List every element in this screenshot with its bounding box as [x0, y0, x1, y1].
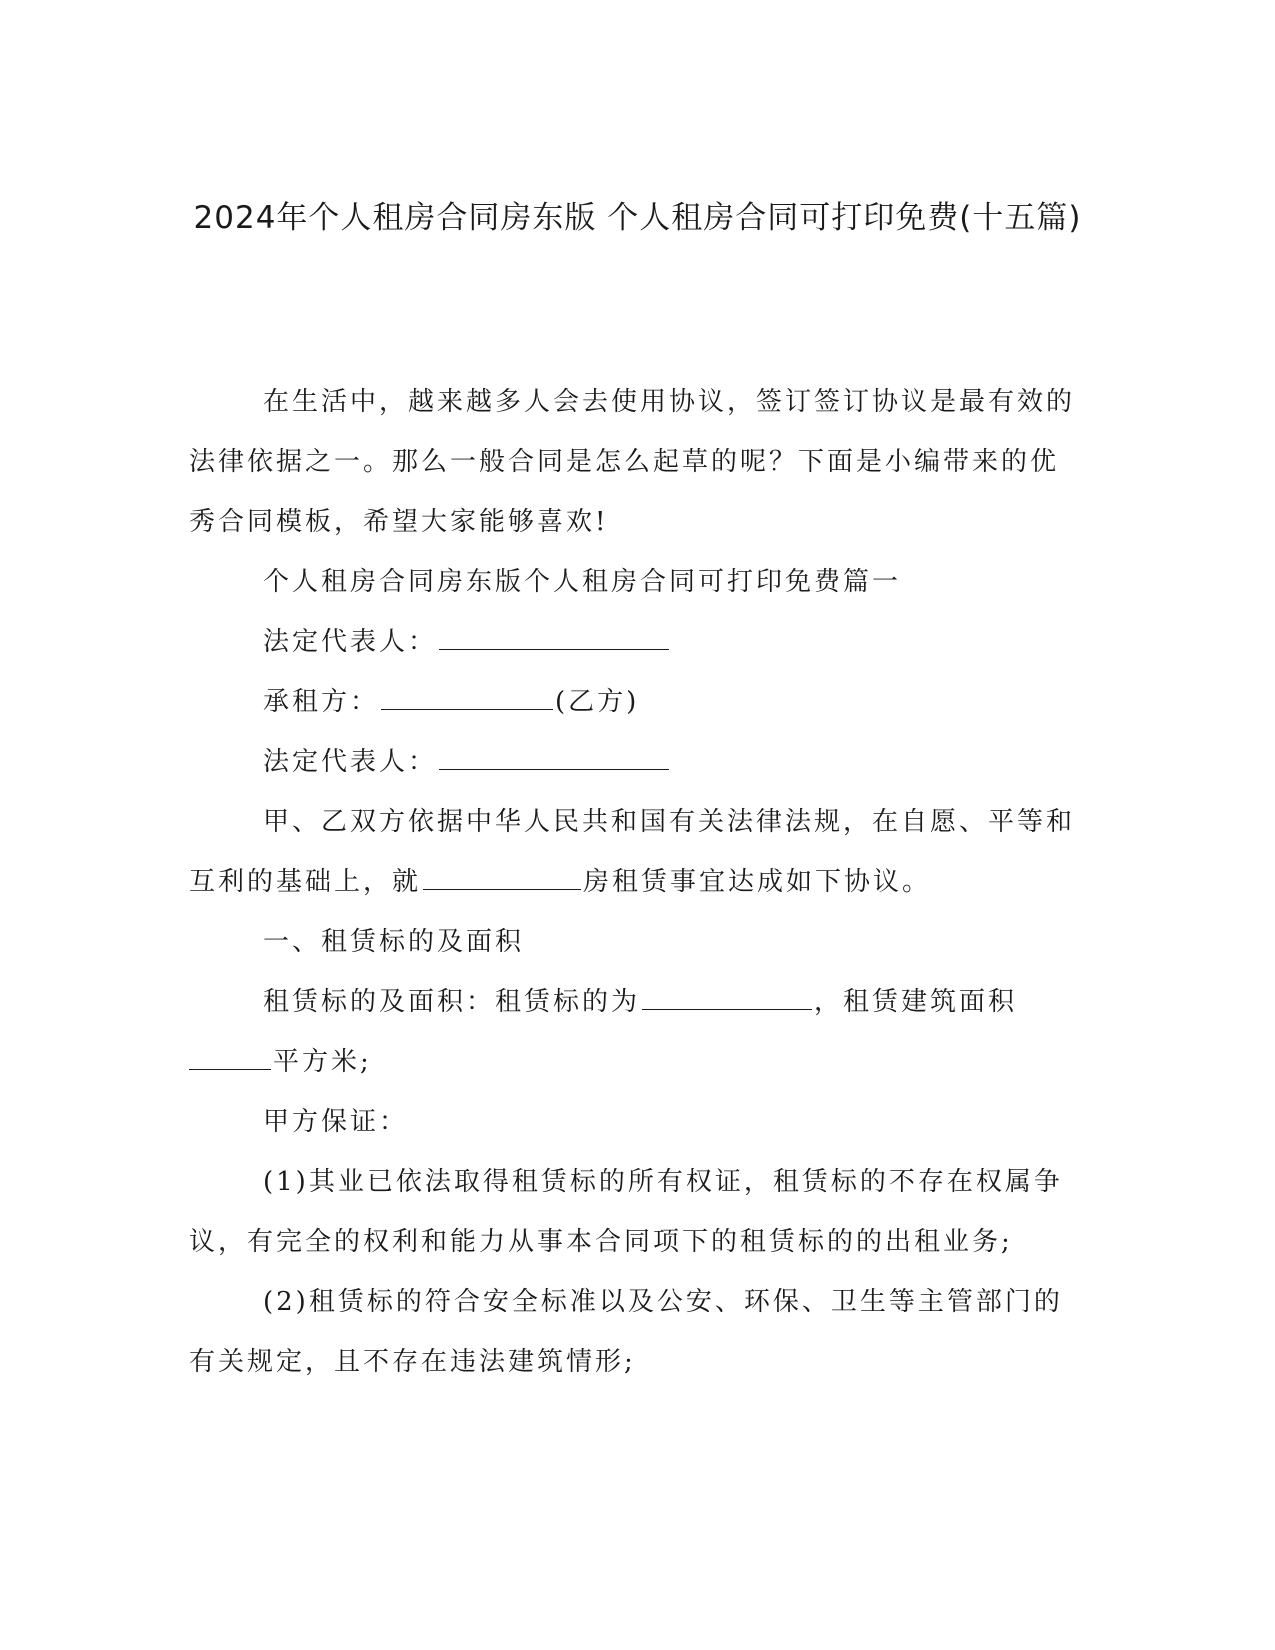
- legal-rep-label: 法定代表人：: [263, 747, 438, 777]
- legal-rep-line-2: [189, 732, 1085, 792]
- legal-rep-blank: [439, 747, 669, 770]
- document-body: [189, 372, 1085, 1392]
- guarantee-item-1: (1)其业已依法取得租赁标的所有权证，租赁标的不存在权属争议，有完全的权利和能力从事本合同项下的租赁标的的出租业务;: [189, 1167, 1063, 1257]
- clause-1-prefix: 租赁标的及面积：租赁标的为: [263, 987, 641, 1017]
- intro-paragraph: 在生活中，越来越多人会去使用协议，签订签订协议是最有效的法律依据之一。那么一般合同是怎么起草的呢？下面是小编带来的优秀合同模板，希望大家能够喜欢!: [189, 387, 1076, 537]
- lessee-suffix: (乙方): [555, 687, 640, 717]
- section-heading: 个人租房合同房东版个人租房合同可打印免费篇一: [263, 567, 902, 597]
- lessee-blank: [381, 687, 553, 710]
- lessee-line: [189, 672, 1085, 732]
- document-title: 2024年个人租房合同房东版 个人租房合同可打印免费(十五篇): [193, 200, 1082, 236]
- agreement-suffix: 房租赁事宜达成如下协议。: [583, 867, 932, 897]
- guarantee-item-2: (2)租赁标的符合安全标准以及公安、环保、卫生等主管部门的有关规定，且不存在违法建筑情形;: [189, 1287, 1063, 1377]
- clause-1-paragraph: [189, 972, 1085, 1092]
- clause-1-middle: ，租赁建筑面积: [814, 987, 1018, 1017]
- area-blank: [189, 1047, 271, 1070]
- clause-1-heading: 一、租赁标的及面积: [263, 927, 525, 957]
- legal-rep-blank: [439, 627, 669, 650]
- lessee-label: 承租方：: [263, 687, 380, 717]
- legal-rep-line-1: [189, 612, 1085, 672]
- property-blank: [423, 867, 581, 890]
- clause-1-suffix: 平方米;: [273, 1047, 372, 1077]
- guarantee-heading: 甲方保证：: [263, 1107, 409, 1137]
- agreement-paragraph: [189, 792, 1085, 912]
- agreement-prefix: 甲、乙双方依据中华人民共和国有关法律法规，在自愿、平等和互利的基础上，就: [189, 807, 1076, 897]
- subject-blank: [642, 987, 812, 1010]
- legal-rep-label: 法定代表人：: [263, 627, 438, 657]
